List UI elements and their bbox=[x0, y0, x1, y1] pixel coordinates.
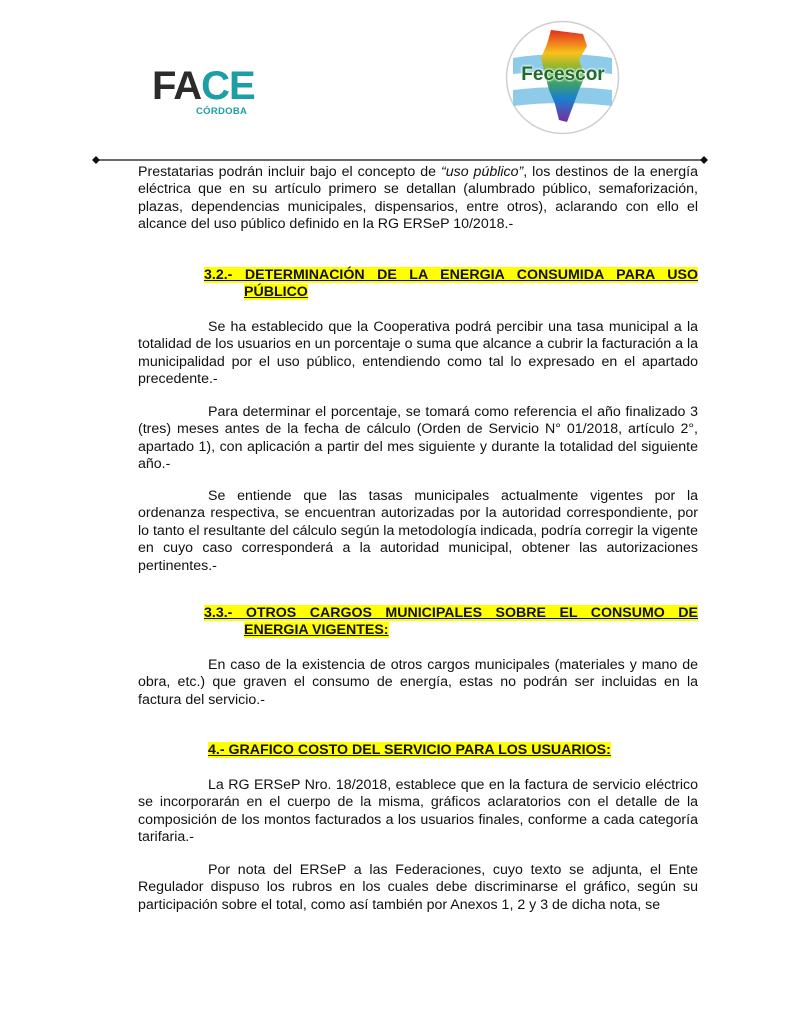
diamond-left-icon bbox=[92, 156, 100, 164]
paragraph-uso-publico: Prestatarias podrán incluir bajo el concepto de “uso público”, los destinos de la energía eléctrica que en su artículo primero se detallan (alumbrado público, semaforización, plazas, dependencias municipales, dispensarios, entre otros), aclarando con ello el alcance del uso público definido en la RG ERSeP 10/2018.- bbox=[138, 164, 698, 233]
heading-4: 4.- GRAFICO COSTO DEL SERVICIO PARA LOS USUARIOS: bbox=[208, 742, 611, 758]
face-logo-wordmark: FACE bbox=[152, 64, 255, 108]
paragraph-3-3-otros-cargos: En caso de la existencia de otros cargos municipales (materiales y mano de obra, etc.) que graven el consumo de energía, estas no podrán ser incluidas en la factura del servicio.- bbox=[138, 657, 698, 708]
paragraph-4-nota-ersep: Por nota del ERSeP a las Federaciones, cuyo texto se adjunta, el Ente Regulador dispuso los rubros en los cuales debe discriminarse el gráfico, según su participación sobre el total, como así también por Anexos 1, 2 y 3 de dicha nota, se bbox=[138, 862, 698, 913]
paragraph-3-2-porcentaje: Para determinar el porcentaje, se tomará como referencia el año finalizado 3 (tres) meses antes de la fecha de cálculo (Orden de Servicio N° 01/2018, artículo 2°, apartado 1), con aplicación a partir del mes siguiente y durante la totalidad del siguiente año.- bbox=[138, 404, 698, 473]
fecescor-wordmark: Fecescor bbox=[521, 64, 605, 85]
face-cordoba-logo bbox=[138, 30, 266, 142]
paragraph-3-2-tasa: Se ha establecido que la Cooperativa podrá percibir una tasa municipal a la totalidad de los usuarios en un porcentaje o suma que alcance a cubrir la facturación a la municipalidad por el uso público, entendiendo como tal lo expresado en el apartado precedente.- bbox=[138, 319, 698, 388]
heading-3-3: 3.3.- OTROS CARGOS MUNICIPALES SOBRE EL CONSUMO DE ENERGIA VIGENTES: bbox=[204, 605, 698, 639]
uso-publico-term: “uso público” bbox=[440, 164, 524, 180]
paragraph-4-rg-ersep: La RG ERSeP Nro. 18/2018, establece que en la factura de servicio eléctrico se incorporarán en el cuerpo de la misma, gráficos aclaratorios con el detalle de la composición de los montos facturados a los usuarios finales, conforme a cada categoría tarifaria.- bbox=[138, 777, 698, 846]
fecescor-logo bbox=[505, 20, 620, 135]
heading-3-2: 3.2.- DETERMINACIÓN DE LA ENERGIA CONSUMIDA PARA USO PÚBLICO bbox=[204, 267, 698, 301]
diamond-right-icon bbox=[700, 156, 708, 164]
paragraph-3-2-tasas-vigentes: Se entiende que las tasas municipales actualmente vigentes por la ordenanza respectiva, se encuentran autorizadas por la autoridad correspondiente, por lo tanto el resultante del cálculo según la metodología indicada, podría corregir la vigente en cuyo caso corresponderá a la autoridad municipal, obtener las autorizaciones pertinentes.- bbox=[138, 488, 698, 574]
face-logo-subtitle: CÓRDOBA bbox=[196, 106, 248, 117]
